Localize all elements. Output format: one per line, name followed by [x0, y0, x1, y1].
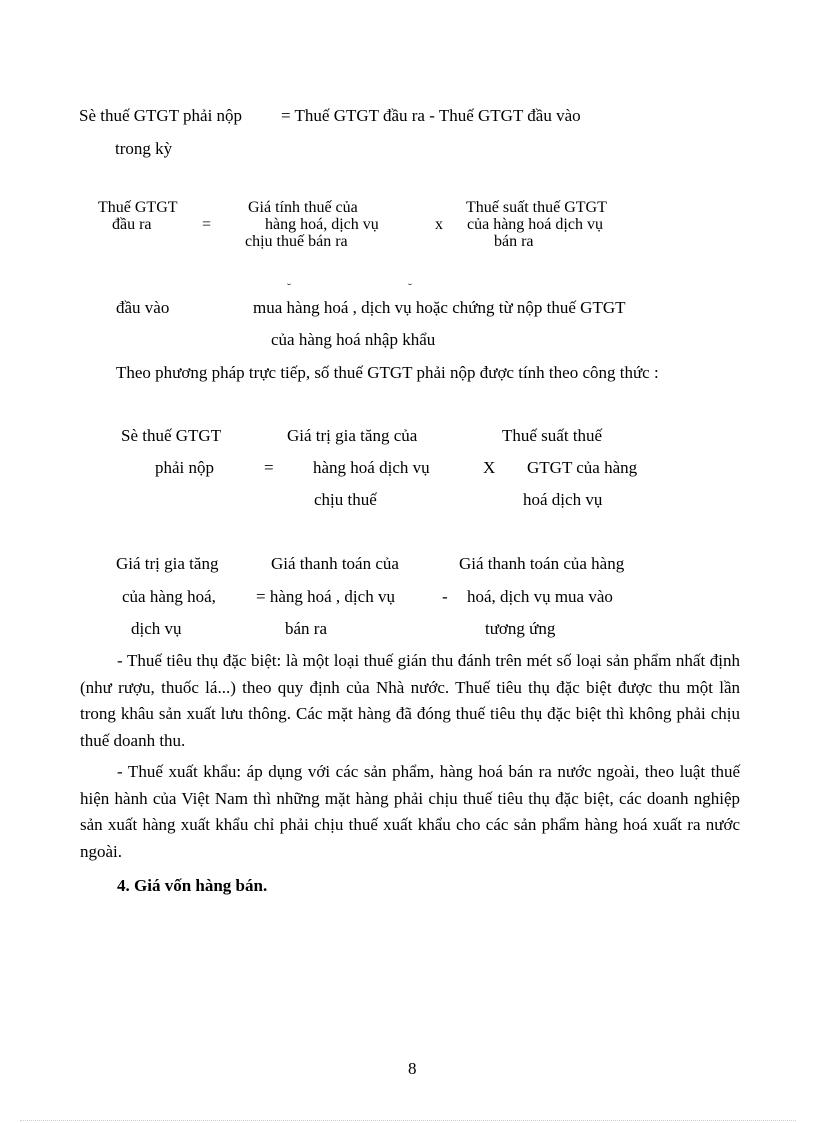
paragraph-special-consumption-tax: - Thuế tiêu thụ đặc biệt: là một loại thuế gián thu đánh trên mét số loại sản phẩm nhất định (như rượu, thuốc lá...) theo quy định của Nhà nước. Thuế tiêu thụ đặc biệt được thu một lần trong khâu sản xuất lưu thông. Các mặt hàng đã đóng thuế tiêu thụ đặc biệt thì không phải chịu thuế doanh thu. [80, 651, 740, 750]
formula4-minus: - [442, 587, 448, 606]
formula2-term2-line3: bán ra [494, 233, 534, 250]
formula2-multiply: x [435, 216, 443, 233]
page-bottom-border [20, 1120, 796, 1121]
formula1-lhs-cont: trong kỳ [115, 139, 173, 158]
formula3-lhs-line1: Sè thuế GTGT [121, 426, 222, 445]
section-heading: 4. Giá vốn hàng bán. [117, 876, 268, 895]
paragraph-export-tax: - Thuế xuất khẩu: áp dụng với các sản phẩm, hàng hoá bán ra nước ngoài, theo luật thuế hiện hành của Việt Nam thì những mặt hàng phải chịu thuế tiêu thụ đặc biệt, các doanh nghiệp sản xuất hàng xuất khẩu chỉ phải chịu thuế xuất khẩu cho các sản phẩm hàng hoá xuất ra nước ngoài. [80, 762, 740, 861]
formula3-equals: = [264, 458, 274, 477]
formula3-multiply: X [483, 458, 496, 477]
formula3-term1-line2: hàng hoá dịch vụ [313, 458, 430, 477]
formula4-term1-line1: Giá thanh toán của [271, 554, 399, 573]
formula2-term2-line2: của hàng hoá dịch vụ [467, 216, 603, 233]
clipped-glyph-mark [287, 281, 291, 285]
page-number: 8 [408, 1059, 417, 1078]
formula3-term2-line1: Thuế suất thuế [502, 426, 603, 445]
formula3-lhs-line2: phải nộp [155, 458, 215, 477]
formula4-lhs-line2: của hàng hoá, [122, 587, 216, 606]
formula4-term2-line1: Giá thanh toán của hàng [459, 554, 625, 573]
clipped-glyph-mark [408, 281, 412, 285]
input-vat-desc-line2: của hàng hoá nhập khẩu [271, 330, 436, 349]
formula3-term1-line1: Giá trị gia tăng của [287, 426, 418, 445]
formula1-lhs: Sè thuế GTGT phải nộp [79, 106, 243, 125]
input-vat-label: đầu vào [116, 298, 170, 317]
formula2-term2-line1: Thuế suất thuế GTGT [466, 199, 607, 216]
formula2-term1-line3: chịu thuế bán ra [245, 233, 348, 250]
formula2-lhs-line2: đầu ra [112, 216, 152, 233]
formula2-term1-line2: hàng hoá, dịch vụ [265, 216, 379, 233]
formula2-equals: = [202, 216, 212, 233]
input-vat-desc-line1: mua hàng hoá , dịch vụ hoặc chứng từ nộp thuế GTGT [253, 298, 626, 317]
formula4-lhs-line3: dịch vụ [131, 619, 182, 638]
formula2-lhs-line1: Thuế GTGT [98, 199, 178, 216]
formula4-term1-line2: = hàng hoá , dịch vụ [256, 587, 395, 606]
formula3-term2-line3: hoá dịch vụ [523, 490, 603, 509]
formula4-term2-line2: hoá, dịch vụ mua vào [467, 587, 613, 606]
direct-method-intro: Theo phương pháp trực tiếp, số thuế GTGT phải nộp được tính theo công thức : [116, 363, 659, 382]
formula3-term1-line3: chịu thuế [314, 490, 377, 509]
formula3-term2-line2: GTGT của hàng [527, 458, 638, 477]
formula4-term2-line3: tương ứng [485, 619, 556, 638]
formula2-term1-line1: Giá tính thuế của [248, 199, 358, 216]
formula4-lhs-line1: Giá trị gia tăng [116, 554, 219, 573]
formula1-rhs: = Thuế GTGT đầu ra - Thuế GTGT đầu vào [281, 106, 581, 125]
formula4-term1-line3: bán ra [285, 619, 328, 638]
